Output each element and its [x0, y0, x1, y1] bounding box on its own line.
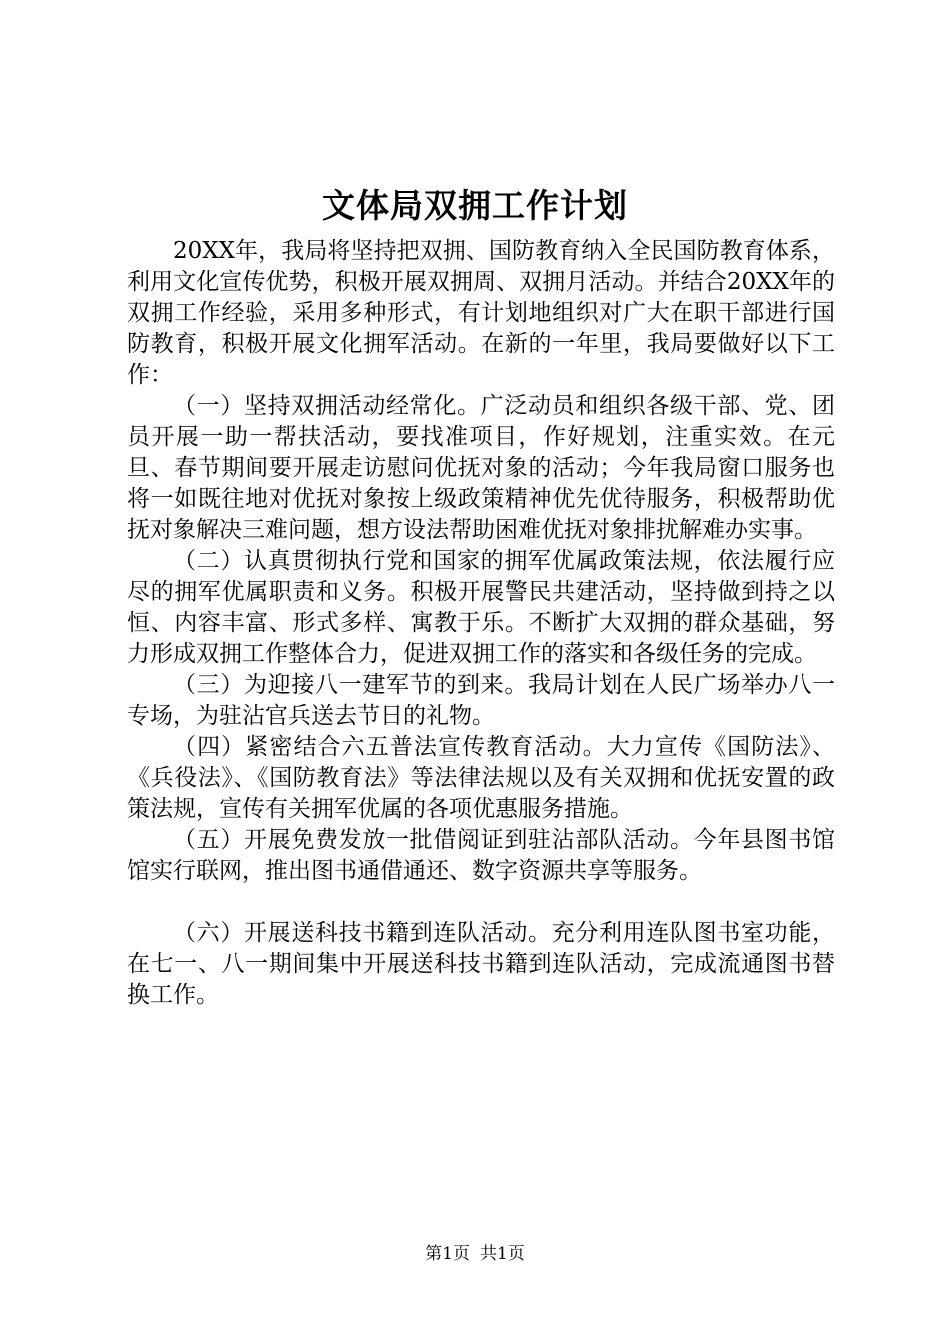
- paragraph-item-5: （五）开展免费发放一批借阅证到驻沾部队活动。今年县图书馆馆实行联网，推出图书通借通还、数字资源共享等服务。: [127, 827, 835, 884]
- paragraph-item-2: （二）认真贯彻执行党和国家的拥军优属政策法规，依法履行应尽的拥军优属职责和义务。积极开展警民共建活动，坚持做到持之以恒、内容丰富、形式多样、寓教于乐。不断扩大双拥的群众基础，努力形成双拥工作整体合力，促进双拥工作的落实和各级任务的完成。: [127, 548, 835, 667]
- paragraph-item-4: （四）紧密结合六五普法宣传教育活动。大力宣传《国防法》、《兵役法》、《国防教育法》等法律法规以及有关双拥和优抚安置的政策法规，宣传有关拥军优属的各项优惠服务措施。: [127, 734, 835, 822]
- paragraph-item-3: （三）为迎接八一建军节的到来。我局计划在人民广场举办八一专场，为驻沾官兵送去节日的礼物。: [127, 672, 835, 729]
- paragraph-item-6: （六）开展送科技书籍到连队活动。充分利用连队图书室功能，在七一、八一期间集中开展送科技书籍到连队活动，完成流通图书替换工作。: [127, 920, 835, 1008]
- paragraph-item-1: （一）坚持双拥活动经常化。广泛动员和组织各级干部、党、团员开展一助一帮扶活动，要找准项目，作好规划，注重实效。在元旦、春节期间要开展走访慰问优抚对象的活动；今年我局窗口服务也将一如既往地对优抚对象按上级政策精神优先优待服务，积极帮助优抚对象解决三难问题，想方设法帮助困难优抚对象排扰解难办实事。: [127, 393, 835, 543]
- page-footer: [0, 1242, 950, 1266]
- page-number: 第1页: [425, 1244, 470, 1264]
- document-body: [127, 236, 835, 1011]
- page-total: 共1页: [480, 1244, 525, 1264]
- document-title: 文体局双拥工作计划: [322, 186, 628, 225]
- paragraph-intro: 20XX年，我局将坚持把双拥、国防教育纳入全民国防教育体系，利用文化宣传优势，积极开展双拥周、双拥月活动。并结合20XX年的双拥工作经验，采用多种形式，有计划地组织对广大在职干部进行国防教育，积极开展文化拥军活动。在新的一年里，我局要做好以下工作：: [127, 238, 835, 388]
